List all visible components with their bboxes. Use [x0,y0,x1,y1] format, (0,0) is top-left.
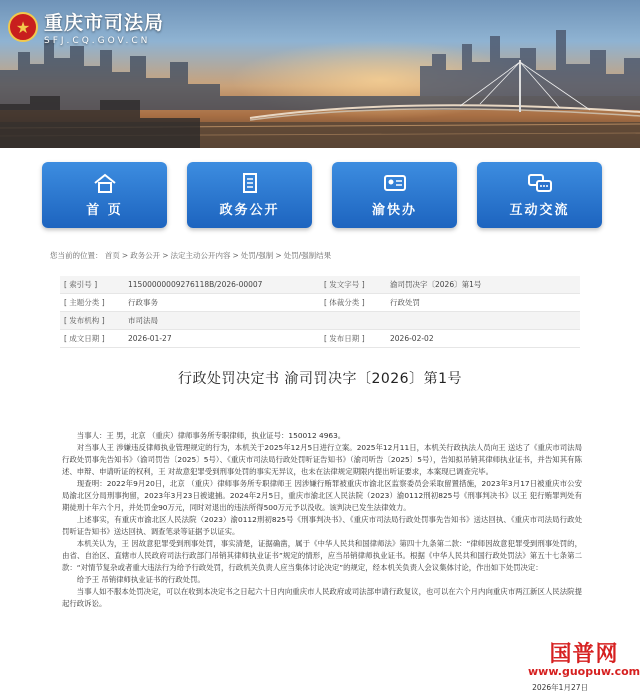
meta-label-topic: [ 主题分类 ] [64,298,105,307]
breadcrumb-item-home[interactable]: 首页 [104,251,120,260]
nav-interaction[interactable] [477,162,602,228]
national-emblem-icon: ★ [8,12,38,42]
meta-label-written-date: [ 成文日期 ] [64,334,105,343]
meta-value-issuer: 市司法局 [128,316,158,325]
document-body [62,430,582,610]
document-icon [237,173,263,193]
header-banner [0,0,640,148]
meta-value-genre: 行政处罚 [390,298,420,307]
nav-government-affairs[interactable] [187,162,312,228]
meta-label-publish-date: [ 发布日期 ] [324,334,365,343]
breadcrumb-item-penalty-result[interactable]: 处罚/强制结果 [283,251,332,260]
watermark-url: www.guopuw.com [528,665,640,678]
site-title: 重庆市司法局 [44,12,165,34]
watermark-text: 国普网 [549,641,619,667]
breadcrumb-item-public-content[interactable]: 法定主动公开内容 [170,251,231,260]
chat-icon [527,173,553,193]
doc-paragraph-reasoning: 本机关认为，王 因故意犯罪受到刑事处罚，事实清楚，证据确凿，属于《中华人民共和国律师法》第四十九条第二款：“律师因故意犯罪受到刑事处罚的，由省、自治区、直辖市人民政府司法行政部门吊销其律师执业证书”规定的情形，应当吊销律师执业证书。根据《中华人民共和国行政处罚法》第五十七条第二款：“对情节复杂或者重大违法行为给予行政处罚，行政机关负责人应当集体讨论决定”的规定，经本机关负责人会议集体讨论，作出如下处罚决定： [62,539,582,572]
meta-row [60,276,580,294]
page-title: 行政处罚决定书 渝司罚决字〔2026〕第1号 [178,371,462,387]
meta-value-publish-date: 2026-02-02 [390,334,434,343]
breadcrumb-separator: > [162,251,169,260]
doc-paragraph-party: 当事人：王 男，北京 （重庆）律师事务所专职律师，执业证号：150012 4963。 [76,431,346,440]
breadcrumb [50,250,331,261]
meta-label-issuer: [ 发布机构 ] [64,316,105,325]
meta-label-genre: [ 体裁分类 ] [324,298,365,307]
id-card-icon [382,173,408,193]
watermark [528,637,640,678]
meta-value-topic: 行政事务 [128,298,158,307]
doc-paragraph-evidence: 上述事实，有重庆市渝北区人民法院（2023）渝0112刑初825号《刑事判决书》、《重庆市司法局行政处罚事先告知书》送达回执、《重庆市司法局行政处罚听证告知书》送达回执、调查笔录等证据予以证实。 [62,515,582,536]
doc-paragraph-findings: 现查明：2022年9月20日，北京 （重庆）律师事务所专职律师王 因涉嫌行贿罪被重庆市渝北区监察委员会采取留置措施，2023年3月17日被重庆市公安局渝北区分局刑事拘留，2023年3月23日被逮捕。2024年2月5日，重庆市渝北区人民法院（2023）渝0112刑初825号《刑事判决书》以王 犯行贿罪判处有期徒刑十年六个月，并处罚金90万元，同时对退出的违法所得500万元予以没收。该判决已发生法律效力。 [62,479,582,512]
home-icon [92,173,118,193]
site-subtitle: SFJ.CQ.GOV.CN [44,36,151,46]
doc-paragraph-appeal: 当事人如不服本处罚决定，可以在收到本决定书之日起六十日内向重庆市人民政府或司法部申请行政复议，也可以在六个月内向重庆市两江新区人民法院提起行政诉讼。 [62,587,582,608]
nav-government-affairs-label: 政务公开 [219,202,280,218]
nav-yukuaiban[interactable] [332,162,457,228]
meta-row [60,294,580,312]
doc-paragraph-decision: 给予王 吊销律师执业证书的行政处罚。 [76,575,205,584]
meta-label-doc-number: [ 发文字号 ] [324,280,365,289]
meta-value-index: 11500000009276118B/2026-00007 [128,280,263,289]
breadcrumb-separator: > [275,251,282,260]
meta-row [60,312,580,330]
document-meta-table [60,276,580,348]
breadcrumb-separator: > [232,251,239,260]
meta-value-doc-number: 渝司罚决字〔2026〕第1号 [390,280,482,289]
main-nav [42,162,602,228]
document-date: 2026年1月27日 [532,683,588,692]
site-logo[interactable] [8,8,164,46]
breadcrumb-item-penalty[interactable]: 处罚/强制 [240,251,274,260]
meta-label-index: [ 索引号 ] [64,280,98,289]
breadcrumb-separator: > [121,251,129,260]
nav-home-label: 首 页 [86,202,123,218]
nav-interaction-label: 互动交流 [509,202,570,218]
nav-yukuaiban-label: 渝快办 [371,202,417,218]
breadcrumb-item-gov-affairs[interactable]: 政务公开 [130,251,161,260]
meta-row [60,330,580,348]
meta-value-written-date: 2026-01-27 [128,334,172,343]
breadcrumb-prefix: 您当前的位置： [50,251,103,260]
nav-home[interactable] [42,162,167,228]
doc-paragraph-case: 对当事人王 涉嫌违反律师执业管理规定的行为，本机关于2025年12月5日进行立案。2025年12月11日，本机关行政执法人员向王 送达了《重庆市司法局行政处罚事先告知书》（渝司罚告〔2025〕5号）、《重庆市司法局行政处罚听证告知书》（渝司听告〔2025〕5号），告知拟吊销其律师执业证书，并告知其有陈述、申辩、申请听证的权利，王 对故意犯罪受到刑事处罚的事实无异议，也未在法律规定期限内提出听证要求，本案现已调查完毕。 [62,443,582,476]
